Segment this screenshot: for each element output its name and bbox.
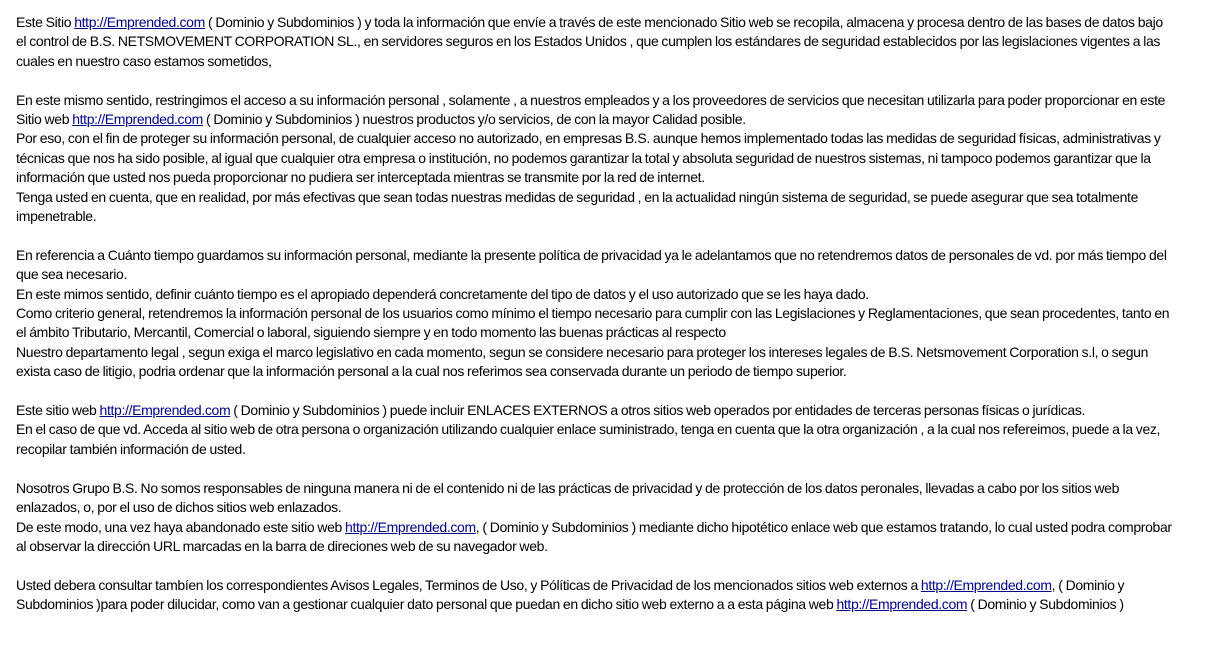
text-segment: De este modo, una vez haya abandonado este sitio web <box>16 518 346 535</box>
paragraph-block <box>16 401 1175 459</box>
paragraph-block <box>16 479 1175 557</box>
text-line <box>16 129 1175 187</box>
text-line <box>16 304 1175 343</box>
emprended-link[interactable]: http://Emprended.com <box>72 111 203 128</box>
text-segment: Nuestro departamento legal , segun exiga el marco legislativo en cada momento, segun se considere necesario para proteger los intereses legales de B.S. Netsmovement Corporation s.l, o segun exista caso de litigio, podria ordenar que la información personal a la cual nos referimos sea conservada durante un periodo de tiempo superior. <box>16 343 1149 380</box>
text-segment: , ( Dominio y Subdominios )para poder dilucidar, como van a gestionar cualquier dato personal que puedan en dicho sitio web externo a a esta página web <box>16 576 1125 613</box>
document-body <box>16 13 1175 615</box>
text-segment: ( Dominio y Subdominios ) y toda la información que envíe a través de este mencionado Sitio web se recopila, almacena y procesa dentro de las bases de datos bajo el control de B.S. NETSMOVEMENT CORPORATION SL., en servidores seguros en los Estados Unidos , que cumplen los estándares de seguridad establecidos por las legislaciones vigentes a las cuales en nuestro caso estamos sometidos, <box>16 14 1163 69</box>
text-segment: , ( Dominio y Subdominios ) mediante dicho hipotético enlace web que estamos tratando, lo cual usted podra comprobar al observar la dirección URL marcadas en la barra de direciones web de su navegador web. <box>16 518 1172 554</box>
text-segment: ( Dominio y Subdominios ) <box>967 596 1124 613</box>
paragraph-block <box>16 91 1175 227</box>
text-segment: Usted debera consultar tambíen los correspondientes Avisos Legales, Terminos de Uso, y Pólíticas de Privacidad de los mencionados sitios web externos a <box>16 576 921 593</box>
text-segment: Este Sitio <box>16 14 75 30</box>
text-segment: Tenga usted en cuenta, que en realidad, por más efectivas que sean todas nuestras medidas de seguridad , en la actualidad ningún sistema de seguridad, se puede asegurar que sea totalmente impenetrable. <box>16 188 1139 225</box>
text-line <box>16 285 1175 304</box>
emprended-link[interactable]: http://Emprended.com <box>345 518 476 535</box>
paragraph-block <box>16 576 1175 615</box>
text-segment: En el caso de que vd. Acceda al sitio web de otra persona o organización utilizando cualquier enlace suministrado, tenga en cuenta que la otra organización , a la cual nos refereimos, puede a la vez, recopilar también información de usted. <box>16 421 1161 457</box>
text-line <box>16 401 1175 420</box>
text-segment: Nosotros Grupo B.S. No somos responsables de ninguna manera ni de el contenido ni de las prácticas de privacidad y de protección de los datos peronales, llevadas a cabo por los sitios web enlazados, o, por el uso de dichos sitios web enlazados. <box>16 479 1120 516</box>
text-segment: ( Dominio y Subdominios ) nuestros productos y/o servicios, de con la mayor Calidad posible. <box>202 111 746 128</box>
text-line <box>16 479 1175 518</box>
text-segment: En este mimos sentido, definir cuánto tiempo es el apropiado dependerá concretamente del tipo de datos y el uso autorizado que se les haya dado. <box>16 285 869 302</box>
text-line <box>16 343 1175 382</box>
text-segment: En este mismo sentido, restringimos el acceso a su información personal , solamente , a nuestros empleados y a los proveedores de servicios que necesitan utilizarla para poder proporcionar en este Sitio web <box>16 91 1166 128</box>
text-segment: Por eso, con el fin de proteger su información personal, de cualquier acceso no autorizado, en empresas B.S. aunque hemos implementado todas las medidas de seguridad físicas, administrativas y técnicas que nos ha sido posible, al igual que cualquier otra empresa o institución, no podemos garantizar la total y absoluta seguridad de nuestros sistemas, ni tampoco podemos garantizar que la información que usted nos pueda proporcionar no pudiera ser interceptada mientras se transmite por la red de internet. <box>16 130 1161 186</box>
text-line <box>16 91 1175 130</box>
text-segment: Este sitio web <box>16 402 100 419</box>
text-segment: ( Dominio y Subdominios ) puede incluir ENLACES EXTERNOS a otros sitios web operados por entidades de terceras personas físicas o jurídicas. <box>230 402 1086 419</box>
paragraph-block <box>16 13 1175 71</box>
emprended-link[interactable]: http://Emprended.com <box>99 402 231 419</box>
emprended-link[interactable]: http://Emprended.com <box>836 596 968 613</box>
text-segment: Como criterio general, retendremos la información personal de los usuarios como mínimo el tiempo necesario para cumplir con las Legislaciones y Reglamentaciones, que sean procedentes, tanto en el ámbito Tributario, Mercantil, Comercial o laboral, siguiendo siempre y en todo momento las buenas prácticas al respecto <box>16 305 1170 341</box>
emprended-link[interactable]: http://Emprended.com <box>74 14 205 30</box>
paragraph-block <box>16 246 1175 382</box>
text-line <box>16 246 1175 285</box>
text-segment: En referencia a Cuánto tiempo guardamos su información personal, mediante la presente política de privacidad ya le adelantamos que no retendremos datos de personales de vd. por más tiempo del que sea necesario. <box>16 246 1167 283</box>
text-line <box>16 576 1175 615</box>
text-line <box>16 420 1175 459</box>
text-line <box>16 518 1175 557</box>
text-line <box>16 13 1175 71</box>
text-line <box>16 188 1175 227</box>
emprended-link[interactable]: http://Emprended.com <box>920 576 1052 593</box>
